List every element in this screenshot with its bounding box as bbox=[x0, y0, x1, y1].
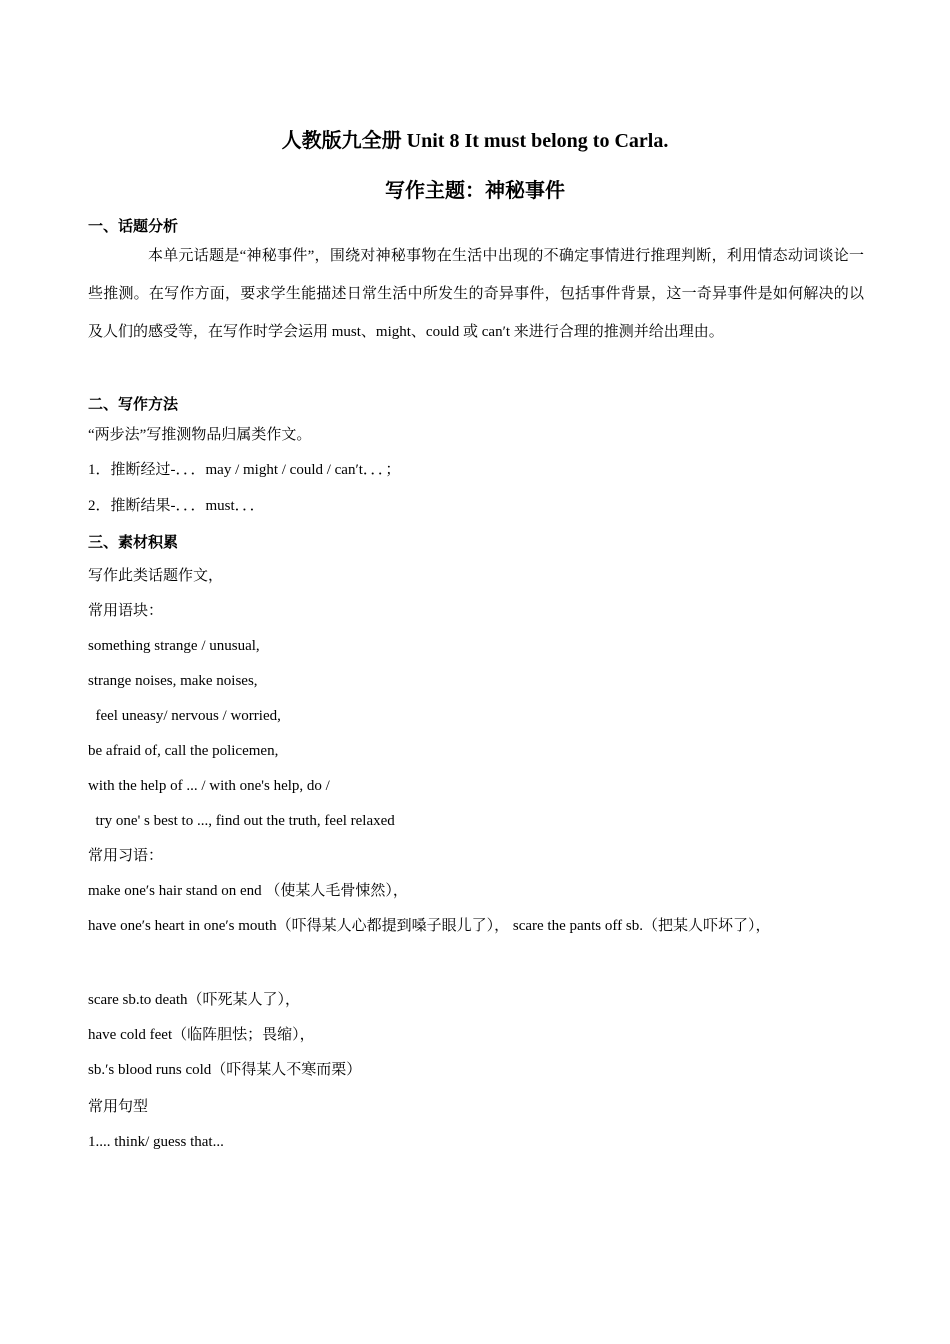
section-heading-writing-method: 二、写作方法 bbox=[88, 395, 179, 413]
document-title: 人教版九全册 Unit 8 It must belong to Carla. bbox=[281, 130, 669, 152]
material-line: with the help of ... / with one's help, do / bbox=[88, 778, 330, 794]
section-heading-topic-analysis: 一、话题分析 bbox=[88, 217, 179, 235]
material-line: 常用句型 bbox=[88, 1099, 149, 1115]
material-wrapped-line: have one′s heart in one′s mouth（吓得某人心都提到嗓子眼儿了）， scare the pants off sb.（把某人吓坏了）， bbox=[88, 918, 771, 934]
material-line: 1.... think/ guess that... bbox=[88, 1134, 224, 1150]
material-line: feel uneasy/ nervous / worried, bbox=[88, 708, 281, 724]
material-line: scare sb.to death（吓死某人了）， bbox=[88, 992, 301, 1008]
material-line: sb.′s blood runs cold（吓得某人不寒而栗） bbox=[88, 1062, 362, 1078]
writing-method-step-2: 2．推断结果-．．．must．．． bbox=[88, 498, 265, 514]
material-line: 常用语块： bbox=[88, 603, 164, 619]
material-line: try one' s best to ..., find out the truth, feel relaxed bbox=[88, 813, 395, 829]
material-line: 写作此类话题作文， bbox=[88, 568, 224, 584]
topic-analysis-paragraph: 本单元话题是“神秘事件”，围绕对神秘事物在生活中出现的不确定事情进行推理判断，利用情态动词谈论一些推测。在写作方面，要求学生能描述日常生活中所发生的奇异事件，包括事件背景，这一奇异事件是如何解决的以及人们的感受等，在写作时学会运用 must、might、could 或 can′t 来进行合理的推测并给出理由。 bbox=[88, 248, 864, 340]
section-heading-materials: 三、素材积累 bbox=[88, 533, 179, 551]
material-line: have cold feet（临阵胆怯；畏缩）， bbox=[88, 1027, 315, 1043]
writing-method-step-1: 1．推断经过-．．．may / might / could / can′t．．．； bbox=[88, 462, 401, 478]
material-line: make one′s hair stand on end （使某人毛骨悚然）， bbox=[88, 883, 408, 899]
material-line: 常用习语： bbox=[88, 848, 164, 864]
material-line: be afraid of, call the policemen, bbox=[88, 743, 279, 759]
material-line: something strange / unusual, bbox=[88, 638, 260, 654]
writing-method-intro: “两步法”写推测物品归属类作文。 bbox=[88, 427, 312, 443]
material-line: strange noises, make noises, bbox=[88, 673, 258, 689]
document-subtitle: 写作主题：神秘事件 bbox=[385, 180, 565, 202]
